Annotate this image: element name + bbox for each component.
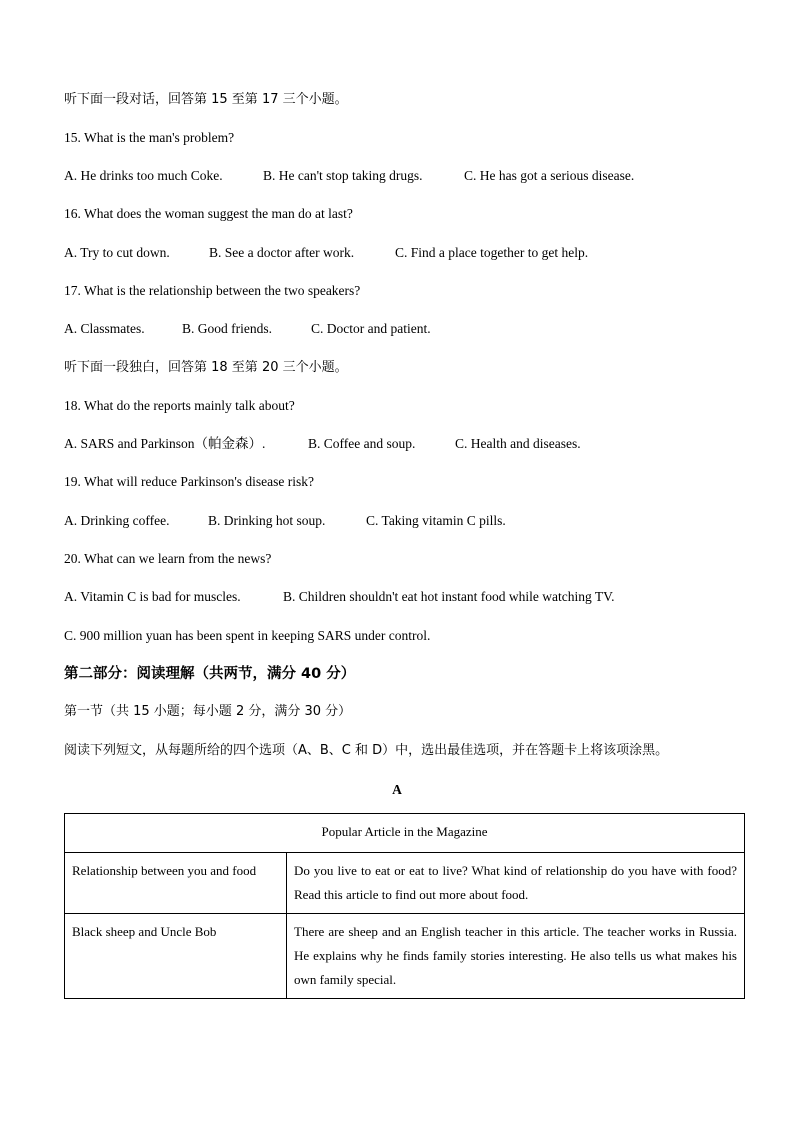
article-table	[64, 813, 745, 999]
question-20-option-c: C. 900 million yuan has been spent in keeping SARS under control.	[64, 628, 431, 643]
question-19-option-b: B. Drinking hot soup.	[208, 513, 326, 528]
question-18-option-c: C. Health and diseases.	[455, 436, 581, 451]
question-15-option-a: A. He drinks too much Coke.	[64, 168, 223, 183]
table-row	[65, 914, 745, 999]
table-header-row	[65, 814, 745, 853]
question-16-options	[64, 244, 588, 262]
question-17-option-a: A. Classmates.	[64, 321, 145, 336]
article-title: Relationship between you and food	[65, 853, 287, 914]
section-intro-dialogue: 听下面一段对话，回答第 15 至第 17 三个小题。	[64, 92, 348, 107]
question-16-option-a: A. Try to cut down.	[64, 245, 170, 260]
question-20-option-b: B. Children shouldn't eat hot instant food while watching TV.	[283, 589, 615, 604]
question-20-prompt: 20. What can we learn from the news?	[64, 551, 272, 566]
question-16-option-c: C. Find a place together to get help.	[395, 245, 589, 260]
section1-heading: 第一节（共 15 小题；每小题 2 分，满分 30 分）	[64, 704, 352, 719]
question-18-option-b: B. Coffee and soup.	[308, 436, 416, 451]
question-15-prompt: 15. What is the man's problem?	[64, 130, 235, 145]
question-17-prompt: 17. What is the relationship between the two speakers?	[64, 283, 361, 298]
part2-heading: 第二部分：阅读理解（共两节，满分 40 分）	[64, 666, 356, 682]
table-header: Popular Article in the Magazine	[65, 814, 745, 853]
article-description: Do you live to eat or eat to live? What kind of relationship do you have with food? Read this article to find out more about food.	[287, 853, 745, 914]
question-20-option-a: A. Vitamin C is bad for muscles.	[64, 589, 241, 604]
question-18-option-a: A. SARS and Parkinson（帕金森）.	[64, 436, 266, 451]
question-19-prompt: 19. What will reduce Parkinson's disease risk?	[64, 474, 315, 489]
question-15-option-b: B. He can't stop taking drugs.	[263, 168, 423, 183]
question-19-options	[64, 512, 506, 530]
question-17-options	[64, 320, 431, 338]
question-16-option-b: B. See a doctor after work.	[209, 245, 355, 260]
question-19-option-a: A. Drinking coffee.	[64, 513, 170, 528]
question-17-option-c: C. Doctor and patient.	[311, 321, 431, 336]
question-17-option-b: B. Good friends.	[182, 321, 272, 336]
question-20-options	[64, 588, 615, 606]
article-title: Black sheep and Uncle Bob	[65, 914, 287, 999]
question-18-prompt: 18. What do the reports mainly talk about?	[64, 398, 295, 413]
article-description: There are sheep and an English teacher in this article. The teacher works in Russia. He explains why he finds family stories interesting. He also tells us what makes his own family special.	[287, 914, 745, 999]
passage-label: A	[392, 782, 402, 797]
question-19-option-c: C. Taking vitamin C pills.	[366, 513, 506, 528]
question-15-options	[64, 167, 634, 185]
reading-instructions: 阅读下列短文，从每题所给的四个选项（A、B、C 和 D）中，选出最佳选项，并在答题卡上将该项涂黑。	[64, 743, 669, 758]
section-intro-monologue: 听下面一段独白，回答第 18 至第 20 三个小题。	[64, 360, 348, 375]
table-row	[65, 853, 745, 914]
question-18-options	[64, 435, 581, 453]
question-16-prompt: 16. What does the woman suggest the man do at last?	[64, 206, 353, 221]
question-15-option-c: C. He has got a serious disease.	[464, 168, 635, 183]
